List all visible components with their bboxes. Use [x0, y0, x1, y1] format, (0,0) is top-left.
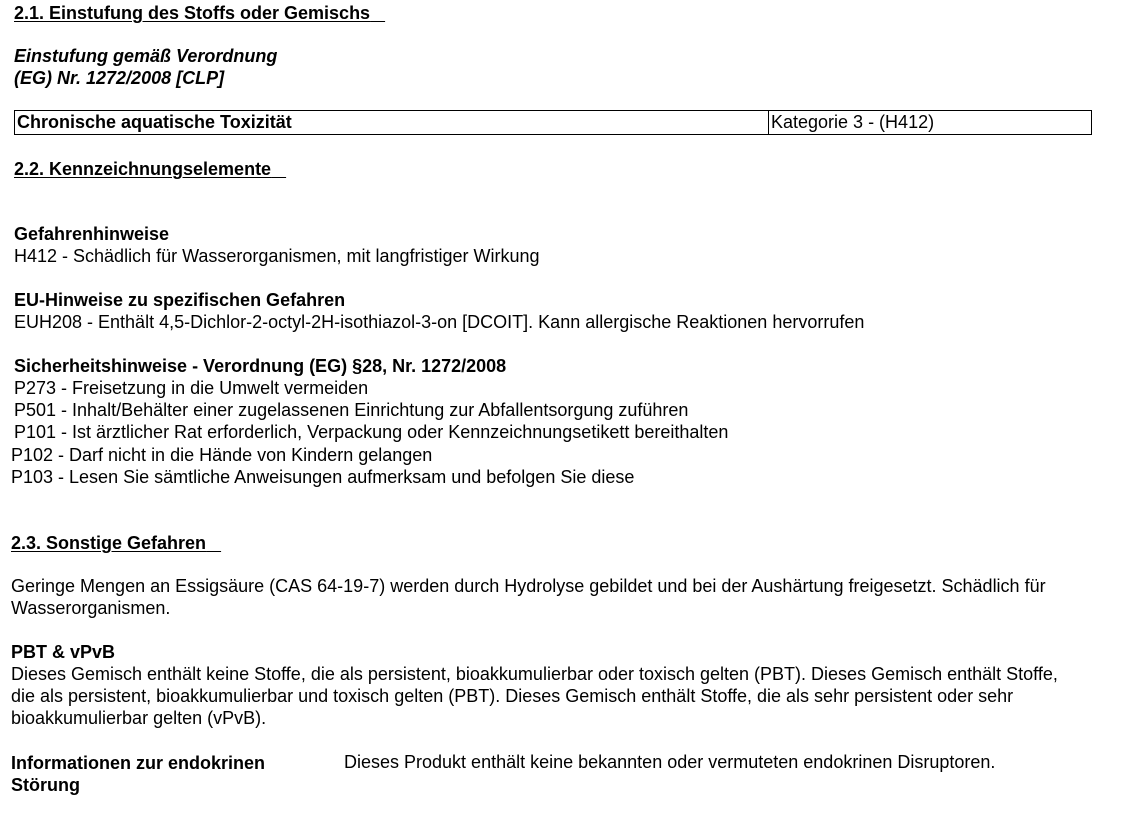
- classification-table: [14, 110, 1092, 135]
- pbt-title: PBT & vPvB: [11, 642, 116, 662]
- classification-subheading-line2: (EG) Nr. 1272/2008 [CLP]: [14, 68, 225, 88]
- section-2-1-heading: 2.1. Einstufung des Stoffs oder Gemischs: [14, 3, 371, 23]
- precautionary-item: P103 - Lesen Sie sämtliche Anweisungen aufmerksam und befolgen Sie diese: [11, 467, 635, 487]
- precautionary-statements-title: Sicherheitshinweise - Verordnung (EG) §28, Nr. 1272/2008: [14, 356, 507, 376]
- section-2-3-heading: 2.3. Sonstige Gefahren: [11, 533, 207, 553]
- pbt-text: Dieses Gemisch enthält keine Stoffe, die als persistent, bioakkumulierbar oder toxisch gelten (PBT). Dieses Gemisch enthält Stoffe, die als persistent, bioakkumulierbar und toxisch gelten (PBT). Dieses Gemisch enthält Stoffe, die als sehr persistent oder sehr bioakkumulierbar gelten (vPvB).: [11, 664, 1058, 728]
- endocrine-text: Dieses Produkt enthält keine bekannten oder vermuteten endokrinen Disruptoren.: [344, 752, 996, 772]
- hazard-statements-title: Gefahrenhinweise: [14, 224, 170, 244]
- endocrine-label-line2: Störung: [11, 775, 80, 795]
- precautionary-item: P273 - Freisetzung in die Umwelt vermeiden: [14, 378, 369, 398]
- endocrine-label-line1: Informationen zur endokrinen: [11, 753, 266, 773]
- hazard-class-cell: Chronische aquatische Toxizität: [15, 111, 769, 134]
- precautionary-item: P101 - Ist ärztlicher Rat erforderlich, Verpackung oder Kennzeichnungsetikett bereithalten: [14, 422, 729, 442]
- section-2-2-heading: 2.2. Kennzeichnungselemente: [14, 159, 272, 179]
- eu-statements-title: EU-Hinweise zu spezifischen Gefahren: [14, 290, 346, 310]
- precautionary-item: P501 - Inhalt/Behälter einer zugelassenen Einrichtung zur Abfallentsorgung zuführen: [14, 400, 689, 420]
- hazard-category-cell: Kategorie 3 - (H412): [771, 112, 935, 132]
- hazard-statement-item: H412 - Schädlich für Wasserorganismen, mit langfristiger Wirkung: [14, 246, 540, 266]
- eu-statement-item: EUH208 - Enthält 4,5-Dichlor-2-octyl-2H-isothiazol-3-on [DCOIT]. Kann allergische Reaktionen hervorrufen: [14, 312, 865, 332]
- other-hazards-text: Geringe Mengen an Essigsäure (CAS 64-19-7) werden durch Hydrolyse gebildet und bei der Aushärtung freigesetzt. Schädlich für Wasserorganismen.: [11, 576, 1046, 618]
- precautionary-item: P102 - Darf nicht in die Hände von Kindern gelangen: [11, 445, 433, 465]
- classification-subheading-line1: Einstufung gemäß Verordnung: [14, 46, 278, 66]
